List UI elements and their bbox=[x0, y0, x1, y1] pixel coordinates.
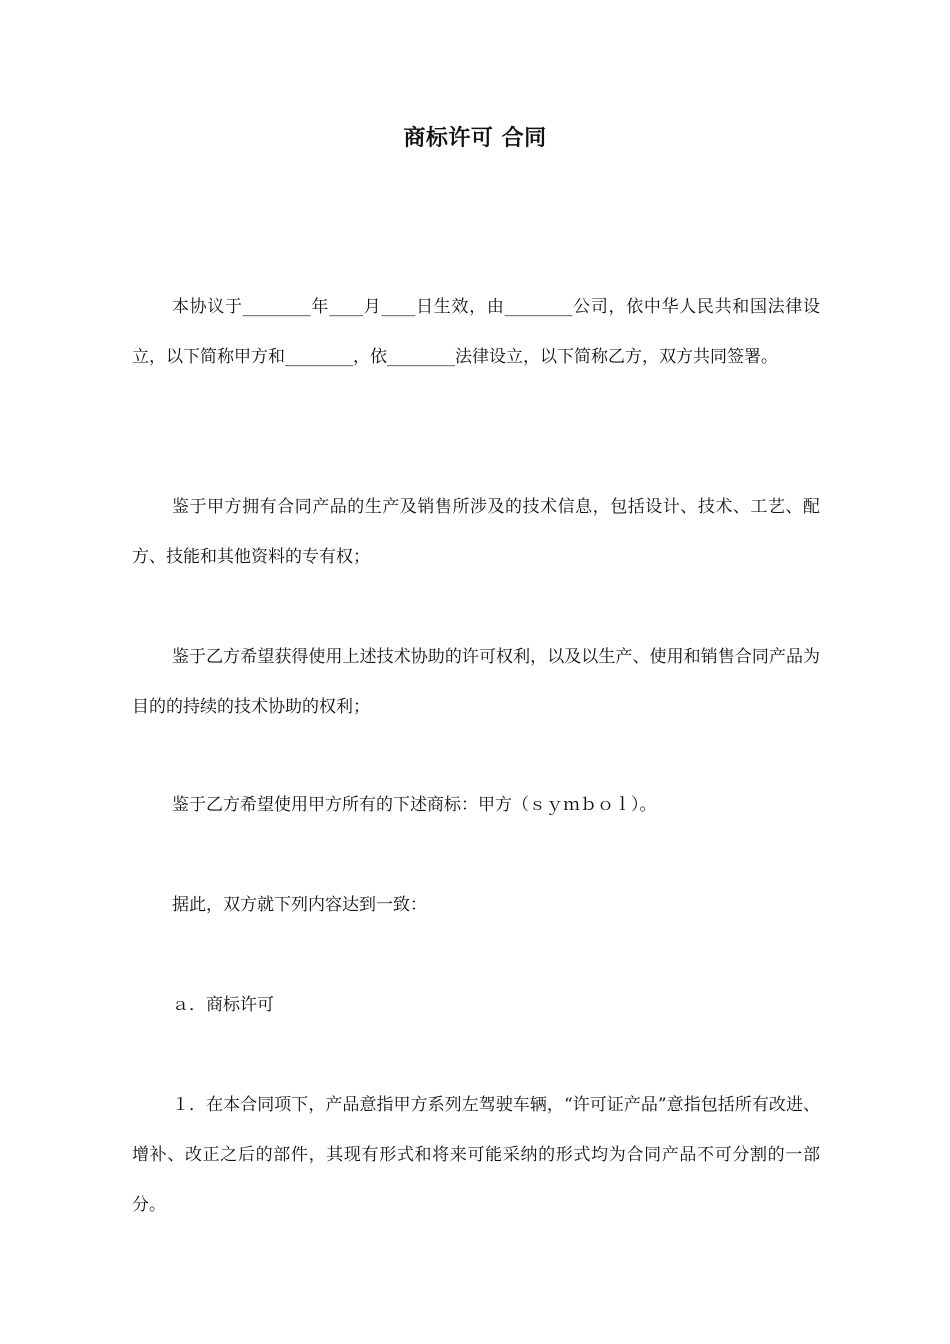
paragraph-whereas-1: 鉴于甲方拥有合同产品的生产及销售所涉及的技术信息，包括设计、技术、工艺、配方、技能和其他资料的专有权； bbox=[132, 497, 820, 567]
document-title: 商标许可 合同 bbox=[403, 126, 547, 151]
paragraph-preamble: 本协议于________年____月____日生效，由________公司，依中华人民共和国法律设立，以下简称甲方和________，依________法律设立，以下简称乙方，双方共同签署。 bbox=[132, 297, 820, 367]
paragraph-whereas-2: 鉴于乙方希望获得使用上述技术协助的许可权利，以及以生产、使用和销售合同产品为目的的持续的技术协助的权利； bbox=[132, 647, 820, 717]
paragraph-agreement: 据此，双方就下列内容达到一致： bbox=[172, 895, 427, 915]
section-heading-a: ａ．商标许可 bbox=[172, 995, 274, 1015]
clause-1: １．在本合同项下，产品意指甲方系列左驾驶车辆，“许可证产品”意指包括所有改进、增补、改正之后的部件，其现有形式和将来可能采纳的形式均为合同产品不可分割的一部分。 bbox=[132, 1095, 820, 1215]
paragraph-whereas-3: 鉴于乙方希望使用甲方所有的下述商标：甲方（ｓｙｍｂｏｌ）。 bbox=[172, 795, 657, 815]
